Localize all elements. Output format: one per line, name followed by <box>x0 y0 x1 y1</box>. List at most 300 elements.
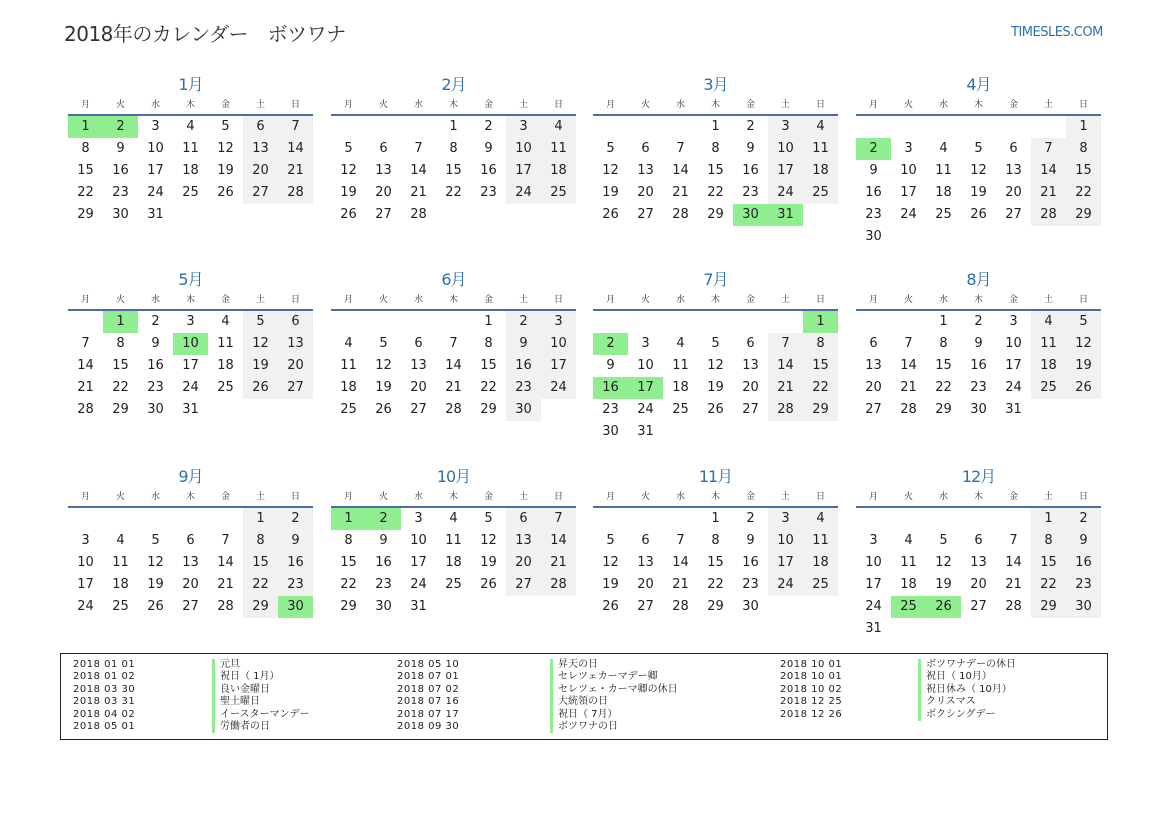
weekday-label: 木 <box>185 100 195 110</box>
day-grid <box>331 508 576 618</box>
day-cell: 5 <box>484 511 493 526</box>
day-cell: 26 <box>602 207 619 222</box>
day-cell: 11 <box>803 138 838 160</box>
weekday-label: 金 <box>220 100 230 110</box>
day-cell: 24 <box>1005 380 1022 395</box>
day-cell: 7 <box>278 116 313 138</box>
day-cell: 10 <box>900 163 917 178</box>
day-cell: 19 <box>1066 355 1101 377</box>
day-cell: 28 <box>217 599 234 614</box>
weekday-header <box>856 96 1101 116</box>
day-cell: 2 <box>278 508 313 530</box>
day-cell: 6 <box>414 336 423 351</box>
empty-cell <box>593 311 628 333</box>
day-cell: 22 <box>707 185 724 200</box>
weekday-label: 火 <box>378 492 388 502</box>
day-cell: 25 <box>1031 377 1066 399</box>
day-cell: 24 <box>637 402 654 417</box>
empty-cell <box>663 508 698 530</box>
day-cell: 6 <box>641 533 650 548</box>
empty-cell <box>103 508 138 530</box>
weekday-label: 火 <box>378 100 388 110</box>
day-cell: 29 <box>112 402 129 417</box>
day-cell: 24 <box>900 207 917 222</box>
day-cell: 24 <box>506 182 541 204</box>
weekday-label: 金 <box>745 492 755 502</box>
weekday-label: 水 <box>675 100 685 110</box>
day-cell: 1 <box>711 511 720 526</box>
day-cell: 17 <box>768 552 803 574</box>
day-cell: 14 <box>672 555 689 570</box>
day-cell: 10 <box>768 530 803 552</box>
empty-cell <box>68 508 103 530</box>
day-cell: 17 <box>77 577 94 592</box>
day-cell: 28 <box>410 207 427 222</box>
weekday-header <box>856 291 1101 311</box>
day-cell: 16 <box>112 163 129 178</box>
holiday-day-cell: 30 <box>278 596 313 618</box>
day-cell: 28 <box>672 207 689 222</box>
day-cell: 24 <box>410 577 427 592</box>
day-cell: 15 <box>243 552 278 574</box>
day-cell: 26 <box>1066 377 1101 399</box>
weekday-label: 火 <box>640 295 650 305</box>
month-block <box>856 74 1101 248</box>
day-cell: 30 <box>602 424 619 439</box>
day-cell: 5 <box>243 311 278 333</box>
month-title: 4月 <box>966 75 991 94</box>
day-cell: 7 <box>676 141 685 156</box>
empty-cell <box>401 116 436 138</box>
weekday-label: 日 <box>815 492 825 502</box>
weekday-label: 水 <box>675 492 685 502</box>
day-cell: 24 <box>865 599 882 614</box>
holiday-name: ボツワナデーの休日 <box>918 659 1016 671</box>
empty-cell <box>138 508 173 530</box>
holiday-day-cell: 30 <box>733 204 768 226</box>
day-cell: 4 <box>803 508 838 530</box>
day-cell: 29 <box>707 207 724 222</box>
day-cell: 3 <box>186 314 195 329</box>
day-cell: 8 <box>484 336 493 351</box>
weekday-label: 月 <box>605 295 615 305</box>
day-cell: 26 <box>480 577 497 592</box>
day-cell: 21 <box>217 577 234 592</box>
month-title: 1月 <box>178 75 203 94</box>
day-cell: 18 <box>1031 355 1066 377</box>
day-cell: 6 <box>1009 141 1018 156</box>
day-cell: 11 <box>672 358 689 373</box>
holiday-name: 祝日（ 7月） <box>550 709 678 721</box>
holiday-day-cell: 25 <box>891 596 926 618</box>
day-cell: 26 <box>970 207 987 222</box>
day-cell: 12 <box>147 555 164 570</box>
day-cell: 14 <box>672 163 689 178</box>
weekday-label: 土 <box>255 100 265 110</box>
day-cell: 4 <box>344 336 353 351</box>
day-cell: 18 <box>217 358 234 373</box>
day-cell: 9 <box>606 358 615 373</box>
day-cell: 7 <box>414 141 423 156</box>
day-cell: 25 <box>803 574 838 596</box>
empty-cell <box>961 116 996 138</box>
holiday-name: セレツェ・カーマ卿の休日 <box>550 684 678 696</box>
holiday-day-cell: 1 <box>68 116 103 138</box>
day-cell: 30 <box>970 402 987 417</box>
day-cell: 19 <box>935 577 952 592</box>
day-cell: 16 <box>742 555 759 570</box>
weekday-label: 金 <box>1008 492 1018 502</box>
day-cell: 30 <box>1066 596 1101 618</box>
day-cell: 11 <box>340 358 357 373</box>
holiday-day-cell: 1 <box>331 508 366 530</box>
day-cell: 11 <box>182 141 199 156</box>
empty-cell <box>628 116 663 138</box>
day-cell: 2 <box>1066 508 1101 530</box>
weekday-label: 木 <box>973 295 983 305</box>
day-cell: 8 <box>711 141 720 156</box>
day-cell: 17 <box>506 160 541 182</box>
month-title: 2月 <box>441 75 466 94</box>
day-cell: 12 <box>480 533 497 548</box>
day-cell: 6 <box>243 116 278 138</box>
month-block <box>331 74 576 226</box>
weekday-label: 土 <box>780 295 790 305</box>
day-cell: 27 <box>865 402 882 417</box>
weekday-label: 木 <box>710 100 720 110</box>
day-cell: 10 <box>147 141 164 156</box>
day-cell: 12 <box>602 555 619 570</box>
day-cell: 11 <box>445 533 462 548</box>
weekday-label: 土 <box>518 492 528 502</box>
day-cell: 9 <box>506 333 541 355</box>
day-cell: 29 <box>1066 204 1101 226</box>
day-cell: 4 <box>221 314 230 329</box>
empty-cell <box>68 311 103 333</box>
day-cell: 19 <box>147 577 164 592</box>
weekday-label: 日 <box>815 295 825 305</box>
holiday-day-cell: 2 <box>856 138 891 160</box>
day-cell: 8 <box>1031 530 1066 552</box>
day-cell: 12 <box>243 333 278 355</box>
day-cell: 18 <box>935 185 952 200</box>
day-cell: 2 <box>974 314 983 329</box>
weekday-label: 日 <box>1078 100 1088 110</box>
month-block <box>331 269 576 421</box>
weekday-label: 月 <box>605 100 615 110</box>
day-cell: 10 <box>541 333 576 355</box>
weekday-label: 金 <box>745 295 755 305</box>
day-grid <box>593 508 838 618</box>
day-cell: 18 <box>900 577 917 592</box>
weekday-label: 金 <box>1008 100 1018 110</box>
day-cell: 16 <box>970 358 987 373</box>
day-cell: 25 <box>182 185 199 200</box>
empty-cell <box>663 311 698 333</box>
day-cell: 3 <box>904 141 913 156</box>
day-cell: 17 <box>541 355 576 377</box>
day-cell: 20 <box>243 160 278 182</box>
day-cell: 27 <box>243 182 278 204</box>
day-cell: 29 <box>77 207 94 222</box>
day-grid <box>593 116 838 226</box>
day-cell: 23 <box>147 380 164 395</box>
holiday-day-cell: 26 <box>926 596 961 618</box>
weekday-label: 火 <box>115 295 125 305</box>
day-cell: 5 <box>379 336 388 351</box>
day-cell: 17 <box>768 160 803 182</box>
day-cell: 27 <box>970 599 987 614</box>
weekday-label: 金 <box>483 295 493 305</box>
day-cell: 19 <box>243 355 278 377</box>
day-cell: 15 <box>707 555 724 570</box>
holiday-name: 良い金曜日 <box>212 684 310 696</box>
day-cell: 27 <box>1005 207 1022 222</box>
day-cell: 24 <box>768 574 803 596</box>
day-cell: 14 <box>445 358 462 373</box>
day-cell: 20 <box>637 185 654 200</box>
day-cell: 30 <box>742 599 759 614</box>
day-cell: 23 <box>742 185 759 200</box>
weekday-label: 木 <box>710 492 720 502</box>
day-cell: 10 <box>506 138 541 160</box>
weekday-label: 木 <box>973 100 983 110</box>
month-title: 6月 <box>441 270 466 289</box>
day-cell: 26 <box>602 599 619 614</box>
weekday-label: 水 <box>150 295 160 305</box>
day-cell: 2 <box>746 511 755 526</box>
day-cell: 15 <box>77 163 94 178</box>
day-cell: 13 <box>506 530 541 552</box>
day-cell: 23 <box>865 207 882 222</box>
holiday-legend <box>60 653 1108 740</box>
day-cell: 9 <box>1066 530 1101 552</box>
month-title: 7月 <box>703 270 728 289</box>
day-grid <box>68 508 313 618</box>
day-cell: 31 <box>182 402 199 417</box>
day-cell: 22 <box>445 185 462 200</box>
day-cell: 4 <box>939 141 948 156</box>
day-cell: 1 <box>939 314 948 329</box>
day-cell: 22 <box>480 380 497 395</box>
empty-cell <box>593 508 628 530</box>
day-cell: 13 <box>278 333 313 355</box>
day-cell: 26 <box>375 402 392 417</box>
day-cell: 19 <box>480 555 497 570</box>
day-cell: 3 <box>151 119 160 134</box>
day-cell: 6 <box>278 311 313 333</box>
empty-cell <box>366 311 401 333</box>
legend-names-col-1 <box>212 659 310 733</box>
day-cell: 15 <box>445 163 462 178</box>
month-block <box>856 269 1101 421</box>
day-cell: 7 <box>221 533 230 548</box>
holiday-day-cell: 1 <box>103 311 138 333</box>
day-cell: 22 <box>243 574 278 596</box>
day-cell: 4 <box>1031 311 1066 333</box>
empty-cell <box>996 508 1031 530</box>
weekday-label: 日 <box>553 492 563 502</box>
day-cell: 29 <box>340 599 357 614</box>
day-cell: 9 <box>116 141 125 156</box>
day-cell: 21 <box>900 380 917 395</box>
day-cell: 6 <box>506 508 541 530</box>
empty-cell <box>996 116 1031 138</box>
weekday-label: 木 <box>448 100 458 110</box>
day-cell: 26 <box>243 377 278 399</box>
day-cell: 20 <box>970 577 987 592</box>
day-cell: 1 <box>711 119 720 134</box>
day-cell: 3 <box>768 508 803 530</box>
weekday-label: 月 <box>80 295 90 305</box>
day-cell: 23 <box>278 574 313 596</box>
day-cell: 5 <box>344 141 353 156</box>
holiday-name: ボツワナの日 <box>550 721 678 733</box>
day-cell: 13 <box>865 358 882 373</box>
holiday-date: 2018 12 25 <box>780 696 843 708</box>
month-block <box>68 269 313 421</box>
day-cell: 28 <box>541 574 576 596</box>
day-cell: 26 <box>707 402 724 417</box>
holiday-name: クリスマス <box>918 696 1016 708</box>
empty-cell <box>331 116 366 138</box>
empty-cell <box>593 116 628 138</box>
holiday-name: 大統領の日 <box>550 696 678 708</box>
day-cell: 12 <box>707 358 724 373</box>
holiday-day-cell: 2 <box>366 508 401 530</box>
day-cell: 3 <box>541 311 576 333</box>
month-block <box>593 74 838 226</box>
day-cell: 7 <box>768 333 803 355</box>
day-cell: 14 <box>1005 555 1022 570</box>
weekday-label: 火 <box>903 492 913 502</box>
day-cell: 25 <box>445 577 462 592</box>
day-cell: 4 <box>904 533 913 548</box>
day-grid <box>856 508 1101 640</box>
weekday-header <box>331 291 576 311</box>
weekday-label: 日 <box>1078 492 1088 502</box>
day-cell: 15 <box>1066 160 1101 182</box>
month-title: 11月 <box>698 467 733 486</box>
month-block <box>593 269 838 443</box>
day-cell: 6 <box>379 141 388 156</box>
holiday-date: 2018 01 02 <box>73 671 136 683</box>
day-cell: 17 <box>865 577 882 592</box>
day-cell: 18 <box>672 380 689 395</box>
day-cell: 6 <box>746 336 755 351</box>
day-cell: 12 <box>935 555 952 570</box>
day-cell: 23 <box>480 185 497 200</box>
day-grid <box>331 311 576 421</box>
holiday-date: 2018 01 01 <box>73 659 136 670</box>
weekday-label: 土 <box>255 295 265 305</box>
day-cell: 12 <box>375 358 392 373</box>
day-grid <box>68 311 313 421</box>
weekday-header <box>331 96 576 116</box>
day-cell: 9 <box>379 533 388 548</box>
weekday-header <box>68 96 313 116</box>
day-cell: 25 <box>112 599 129 614</box>
weekday-label: 土 <box>780 492 790 502</box>
day-cell: 10 <box>410 533 427 548</box>
day-cell: 9 <box>278 530 313 552</box>
day-cell: 16 <box>278 552 313 574</box>
holiday-day-cell: 17 <box>628 377 663 399</box>
day-cell: 21 <box>77 380 94 395</box>
day-cell: 8 <box>939 336 948 351</box>
day-cell: 5 <box>711 336 720 351</box>
day-cell: 17 <box>410 555 427 570</box>
holiday-day-cell: 1 <box>803 311 838 333</box>
day-cell: 8 <box>116 336 125 351</box>
day-cell: 21 <box>410 185 427 200</box>
day-cell: 19 <box>707 380 724 395</box>
day-cell: 3 <box>81 533 90 548</box>
weekday-label: 火 <box>903 295 913 305</box>
weekday-label: 木 <box>185 295 195 305</box>
day-cell: 28 <box>445 402 462 417</box>
weekday-label: 月 <box>343 492 353 502</box>
holiday-day-cell: 10 <box>173 333 208 355</box>
weekday-header <box>593 291 838 311</box>
legend-names-col-2 <box>550 659 678 733</box>
day-cell: 31 <box>637 424 654 439</box>
day-cell: 20 <box>506 552 541 574</box>
weekday-label: 月 <box>605 492 615 502</box>
day-cell: 14 <box>217 555 234 570</box>
day-cell: 13 <box>243 138 278 160</box>
weekday-label: 土 <box>518 100 528 110</box>
weekday-label: 木 <box>448 295 458 305</box>
day-cell: 12 <box>217 141 234 156</box>
day-cell: 16 <box>480 163 497 178</box>
day-cell: 14 <box>410 163 427 178</box>
day-grid <box>856 311 1101 421</box>
day-cell: 21 <box>1005 577 1022 592</box>
holiday-date: 2018 12 26 <box>780 708 843 720</box>
day-cell: 26 <box>340 207 357 222</box>
day-cell: 2 <box>746 119 755 134</box>
day-cell: 14 <box>768 355 803 377</box>
holiday-date: 2018 07 17 <box>397 708 460 720</box>
brand-link[interactable]: TIMESLES.COM <box>1011 25 1103 40</box>
day-cell: 16 <box>742 163 759 178</box>
holiday-date: 2018 10 01 <box>780 659 843 670</box>
holiday-date: 2018 07 16 <box>397 696 460 708</box>
day-cell: 21 <box>672 185 689 200</box>
day-cell: 2 <box>506 311 541 333</box>
day-cell: 15 <box>803 355 838 377</box>
empty-cell <box>366 116 401 138</box>
day-cell: 16 <box>1066 552 1101 574</box>
day-cell: 22 <box>340 577 357 592</box>
day-cell: 22 <box>1031 574 1066 596</box>
day-cell: 7 <box>904 336 913 351</box>
holiday-name: セレツェカーマデー卿 <box>550 671 678 683</box>
day-cell: 4 <box>116 533 125 548</box>
day-cell: 23 <box>970 380 987 395</box>
day-cell: 3 <box>641 336 650 351</box>
day-cell: 25 <box>340 402 357 417</box>
weekday-header <box>856 488 1101 508</box>
day-cell: 29 <box>935 402 952 417</box>
empty-cell <box>173 508 208 530</box>
empty-cell <box>401 311 436 333</box>
weekday-label: 月 <box>868 492 878 502</box>
day-cell: 27 <box>375 207 392 222</box>
day-cell: 11 <box>803 530 838 552</box>
holiday-date: 2018 05 10 <box>397 659 460 670</box>
